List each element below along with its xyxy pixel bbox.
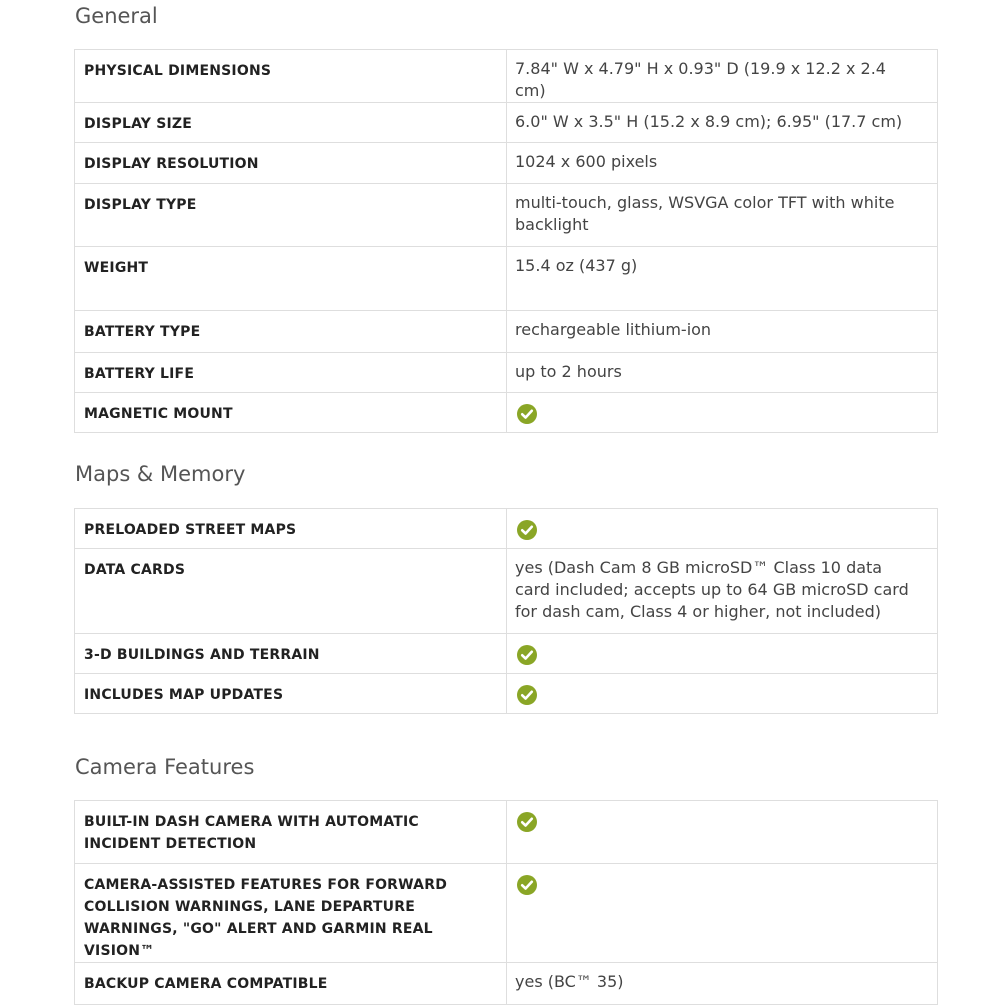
table-row	[75, 634, 938, 674]
spec-label: 3-D BUILDINGS AND TERRAIN	[75, 634, 507, 674]
table-row	[75, 247, 938, 311]
table-row	[75, 143, 938, 184]
table-row	[75, 393, 938, 433]
check-icon	[517, 685, 537, 705]
table-row	[75, 311, 938, 353]
check-icon	[517, 645, 537, 665]
spec-value: 7.84" W x 4.79" H x 0.93" D (19.9 x 12.2 x 2.4 cm)	[507, 50, 938, 103]
spec-label: DISPLAY RESOLUTION	[75, 143, 507, 184]
spec-label: BUILT-IN DASH CAMERA WITH AUTOMATIC INCIDENT DETECTION	[75, 801, 507, 864]
spec-label: BATTERY TYPE	[75, 311, 507, 353]
spec-table-general	[74, 49, 938, 433]
spec-value	[507, 864, 938, 963]
spec-value	[507, 674, 938, 714]
spec-label: BATTERY LIFE	[75, 353, 507, 393]
spec-value	[507, 509, 938, 549]
spec-label: CAMERA-ASSISTED FEATURES FOR FORWARD COLLISION WARNINGS, LANE DEPARTURE WARNINGS, "GO" ALERT AND GARMIN REAL VISION™	[75, 864, 507, 963]
spec-value: yes (Dash Cam 8 GB microSD™ Class 10 data card included; accepts up to 64 GB microSD card for dash cam, Class 4 or higher, not included)	[507, 549, 938, 634]
spec-value: multi-touch, glass, WSVGA color TFT with white backlight	[507, 184, 938, 247]
table-row	[75, 674, 938, 714]
spec-table-maps-memory	[74, 508, 938, 714]
spec-value: up to 2 hours	[507, 353, 938, 393]
table-row	[75, 353, 938, 393]
spec-value: 1024 x 600 pixels	[507, 143, 938, 184]
check-icon	[517, 404, 537, 424]
check-icon	[517, 812, 537, 832]
spec-label: BACKUP CAMERA COMPATIBLE	[75, 963, 507, 1005]
table-row	[75, 509, 938, 549]
spec-value: 15.4 oz (437 g)	[507, 247, 938, 311]
spec-value	[507, 801, 938, 864]
table-row	[75, 50, 938, 103]
spec-label: MAGNETIC MOUNT	[75, 393, 507, 433]
section-title-camera-features: Camera Features	[75, 755, 255, 779]
check-icon	[517, 520, 537, 540]
table-row	[75, 103, 938, 143]
spec-value: 6.0" W x 3.5" H (15.2 x 8.9 cm); 6.95" (17.7 cm)	[507, 103, 938, 143]
table-row	[75, 549, 938, 634]
spec-value	[507, 393, 938, 433]
table-row	[75, 801, 938, 864]
section-title-maps-memory: Maps & Memory	[75, 462, 246, 486]
section-title-general: General	[75, 4, 158, 28]
spec-label: DATA CARDS	[75, 549, 507, 634]
spec-value: rechargeable lithium-ion	[507, 311, 938, 353]
table-row	[75, 864, 938, 963]
check-icon	[517, 875, 537, 895]
spec-label: PRELOADED STREET MAPS	[75, 509, 507, 549]
spec-label: INCLUDES MAP UPDATES	[75, 674, 507, 714]
spec-value: yes (BC™ 35)	[507, 963, 938, 1005]
spec-value	[507, 634, 938, 674]
table-row	[75, 184, 938, 247]
spec-label: PHYSICAL DIMENSIONS	[75, 50, 507, 103]
spec-label: DISPLAY SIZE	[75, 103, 507, 143]
spec-table-camera-features	[74, 800, 938, 1005]
spec-label: WEIGHT	[75, 247, 507, 311]
spec-label: DISPLAY TYPE	[75, 184, 507, 247]
table-row	[75, 963, 938, 1005]
